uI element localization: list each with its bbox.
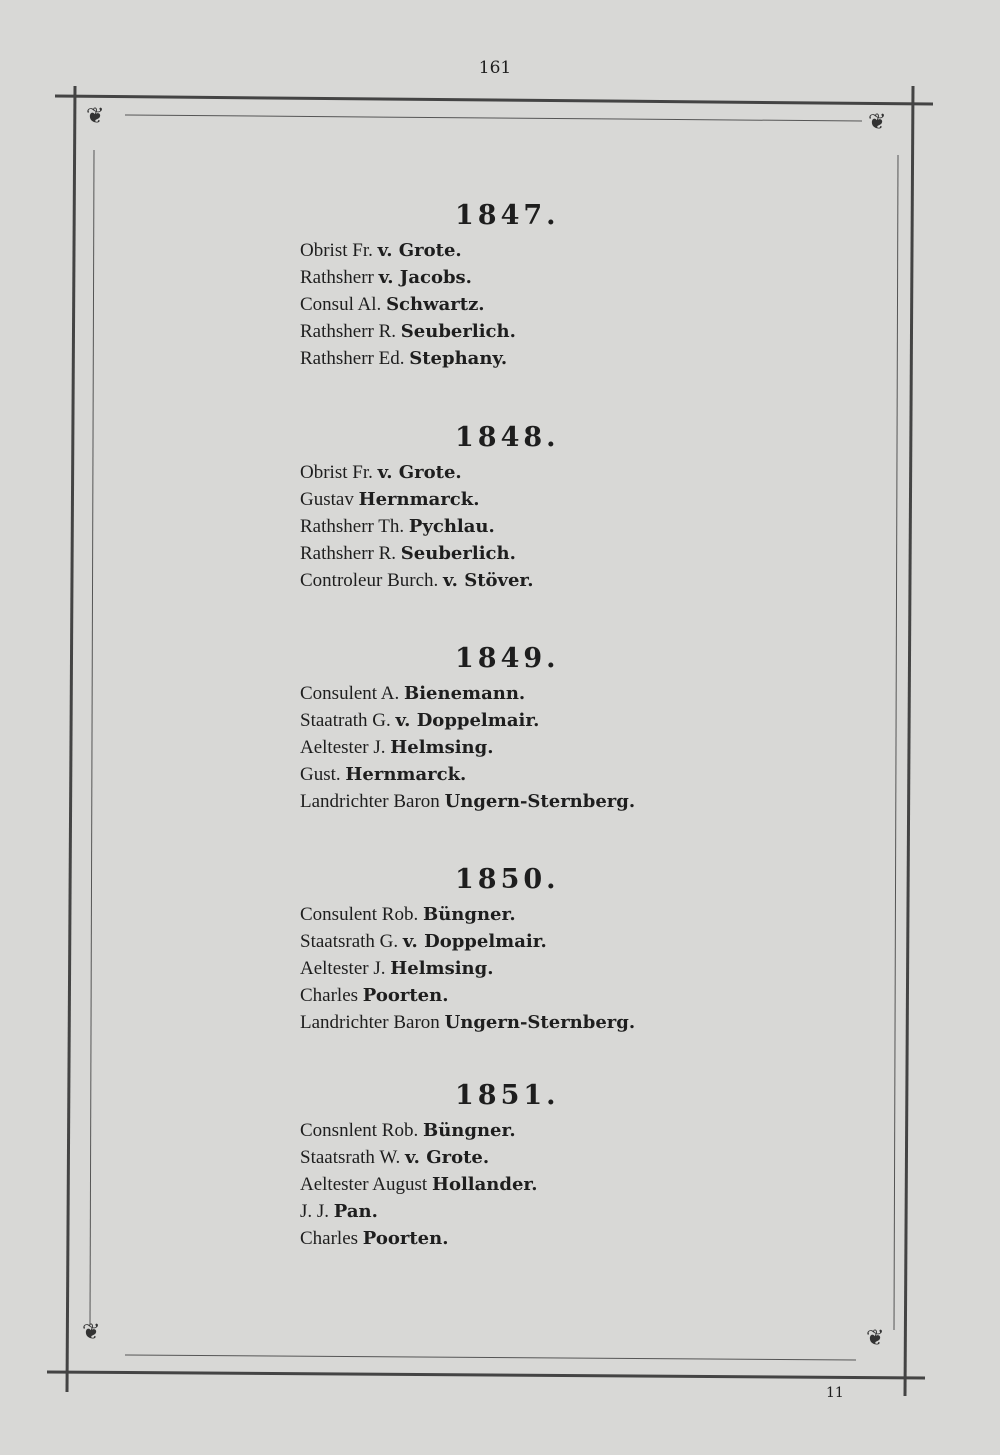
entry: Aeltester J. Helmsing. <box>300 737 494 758</box>
entry: Rathsherr v. Jacobs. <box>300 267 472 288</box>
entry: Obrist Fr. v. Grote. <box>300 462 462 483</box>
ornament-bottom-left-icon: ❦ <box>82 1320 101 1345</box>
entry: Staatrath G. v. Doppelmair. <box>300 710 540 731</box>
section-1850 <box>300 864 740 1036</box>
entry: Controleur Burch. v. Stöver. <box>300 570 534 591</box>
entry: Landrichter Baron Ungern-Sternberg. <box>300 791 636 812</box>
section-1849 <box>300 643 740 815</box>
section-year: 1850. <box>455 864 560 895</box>
entry: Consulent A. Bienemann. <box>300 683 526 704</box>
entry: Consul Al. Schwartz. <box>300 294 485 315</box>
entry: Gust. Hernmarck. <box>300 764 467 785</box>
section-year: 1847. <box>455 200 560 231</box>
entry: Staatsrath G. v. Doppelmair. <box>300 931 547 952</box>
entry: Gustav Hernmarck. <box>300 489 480 510</box>
entry: Aeltester August Hollander. <box>300 1174 538 1195</box>
section-year: 1851. <box>455 1080 560 1111</box>
entry: Rathsherr R. Seuberlich. <box>300 543 516 564</box>
ornament-top-right-icon: ❦ <box>868 110 887 135</box>
section-year: 1848. <box>455 422 560 453</box>
entry: Rathsherr R. Seuberlich. <box>300 321 516 342</box>
ornament-top-left-icon: ❦ <box>86 104 105 129</box>
entry: Consulent Rob. Büngner. <box>300 904 516 925</box>
entry: Charles Poorten. <box>300 985 449 1006</box>
section-1848 <box>300 422 740 594</box>
section-1847 <box>300 200 740 372</box>
entry: Charles Poorten. <box>300 1228 449 1249</box>
entry: Staatsrath W. v. Grote. <box>300 1147 490 1168</box>
entry: J. J. Pan. <box>300 1201 378 1222</box>
entry: Landrichter Baron Ungern-Sternberg. <box>300 1012 636 1033</box>
entry: Obrist Fr. v. Grote. <box>300 240 462 261</box>
section-1851 <box>300 1080 740 1252</box>
entry: Aeltester J. Helmsing. <box>300 958 494 979</box>
sheet-number: 11 <box>826 1385 844 1401</box>
entry: Consnlent Rob. Büngner. <box>300 1120 516 1141</box>
entry: Rathsherr Th. Pychlau. <box>300 516 495 537</box>
section-year: 1849. <box>455 643 560 674</box>
entry: Rathsherr Ed. Stephany. <box>300 348 508 369</box>
page-number: 161 <box>478 58 512 78</box>
ornament-bottom-right-icon: ❦ <box>866 1326 885 1351</box>
